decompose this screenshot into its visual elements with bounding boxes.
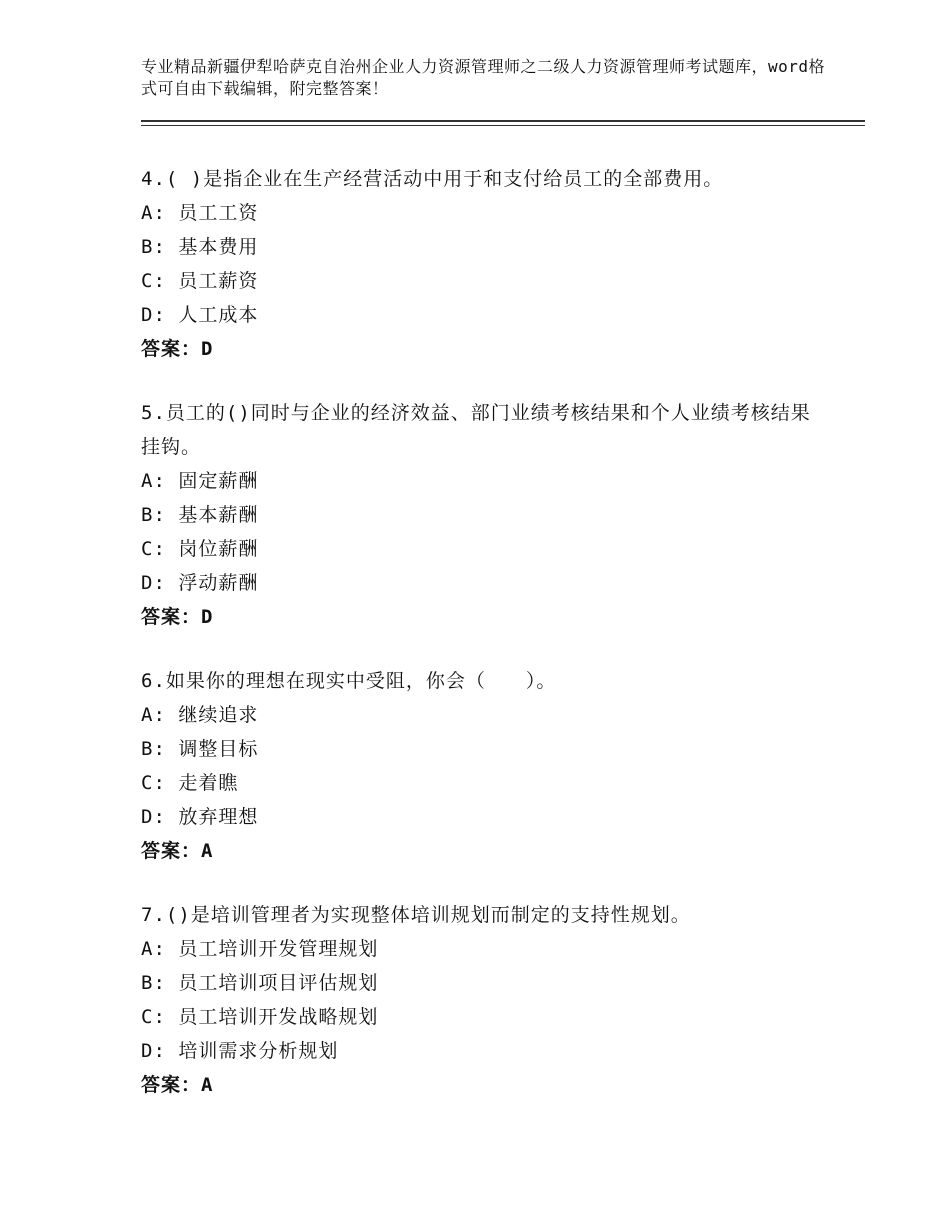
answer-label: 答案：D <box>141 338 214 360</box>
question-list <box>141 162 821 1132</box>
question-stem: 5.员工的()同时与企业的经济效益、部门业绩考核结果和个人业绩考核结果挂钩。 <box>141 402 811 458</box>
question-stem: 4.( )是指企业在生产经营活动中用于和支付给员工的全部费用。 <box>141 168 724 190</box>
answer-label: 答案：D <box>141 606 214 628</box>
header-divider-bottom <box>141 125 865 126</box>
question-stem: 7.()是培训管理者为实现整体培训规划而制定的支持性规划。 <box>141 904 691 926</box>
question-stem: 6.如果你的理想在现实中受阻，你会（ ）。 <box>141 670 557 692</box>
option-c: C: 员工培训开发战略规划 <box>141 1006 379 1028</box>
option-a: A: 员工工资 <box>141 202 259 224</box>
option-c: C: 岗位薪酬 <box>141 538 259 560</box>
answer-label: 答案：A <box>141 840 214 862</box>
option-c: C: 走着瞧 <box>141 772 239 794</box>
option-d: D: 放弃理想 <box>141 806 259 828</box>
question-4 <box>141 162 821 366</box>
header-divider-top <box>141 120 865 122</box>
answer-label: 答案：A <box>141 1074 214 1096</box>
question-6 <box>141 664 821 868</box>
question-5 <box>141 396 821 634</box>
option-b: B: 基本薪酬 <box>141 504 259 526</box>
document-header: 专业精品新疆伊犁哈萨克自治州企业人力资源管理师之二级人力资源管理师考试题库，word格式可自由下载编辑，附完整答案！ <box>141 57 826 98</box>
option-a: A: 员工培训开发管理规划 <box>141 938 379 960</box>
option-b: B: 调整目标 <box>141 738 259 760</box>
option-d: D: 培训需求分析规划 <box>141 1040 339 1062</box>
option-a: A: 继续追求 <box>141 704 259 726</box>
question-7 <box>141 898 821 1102</box>
option-d: D: 人工成本 <box>141 304 259 326</box>
option-a: A: 固定薪酬 <box>141 470 259 492</box>
option-c: C: 员工薪资 <box>141 270 259 292</box>
option-d: D: 浮动薪酬 <box>141 572 259 594</box>
option-b: B: 员工培训项目评估规划 <box>141 972 379 994</box>
option-b: B: 基本费用 <box>141 236 259 258</box>
